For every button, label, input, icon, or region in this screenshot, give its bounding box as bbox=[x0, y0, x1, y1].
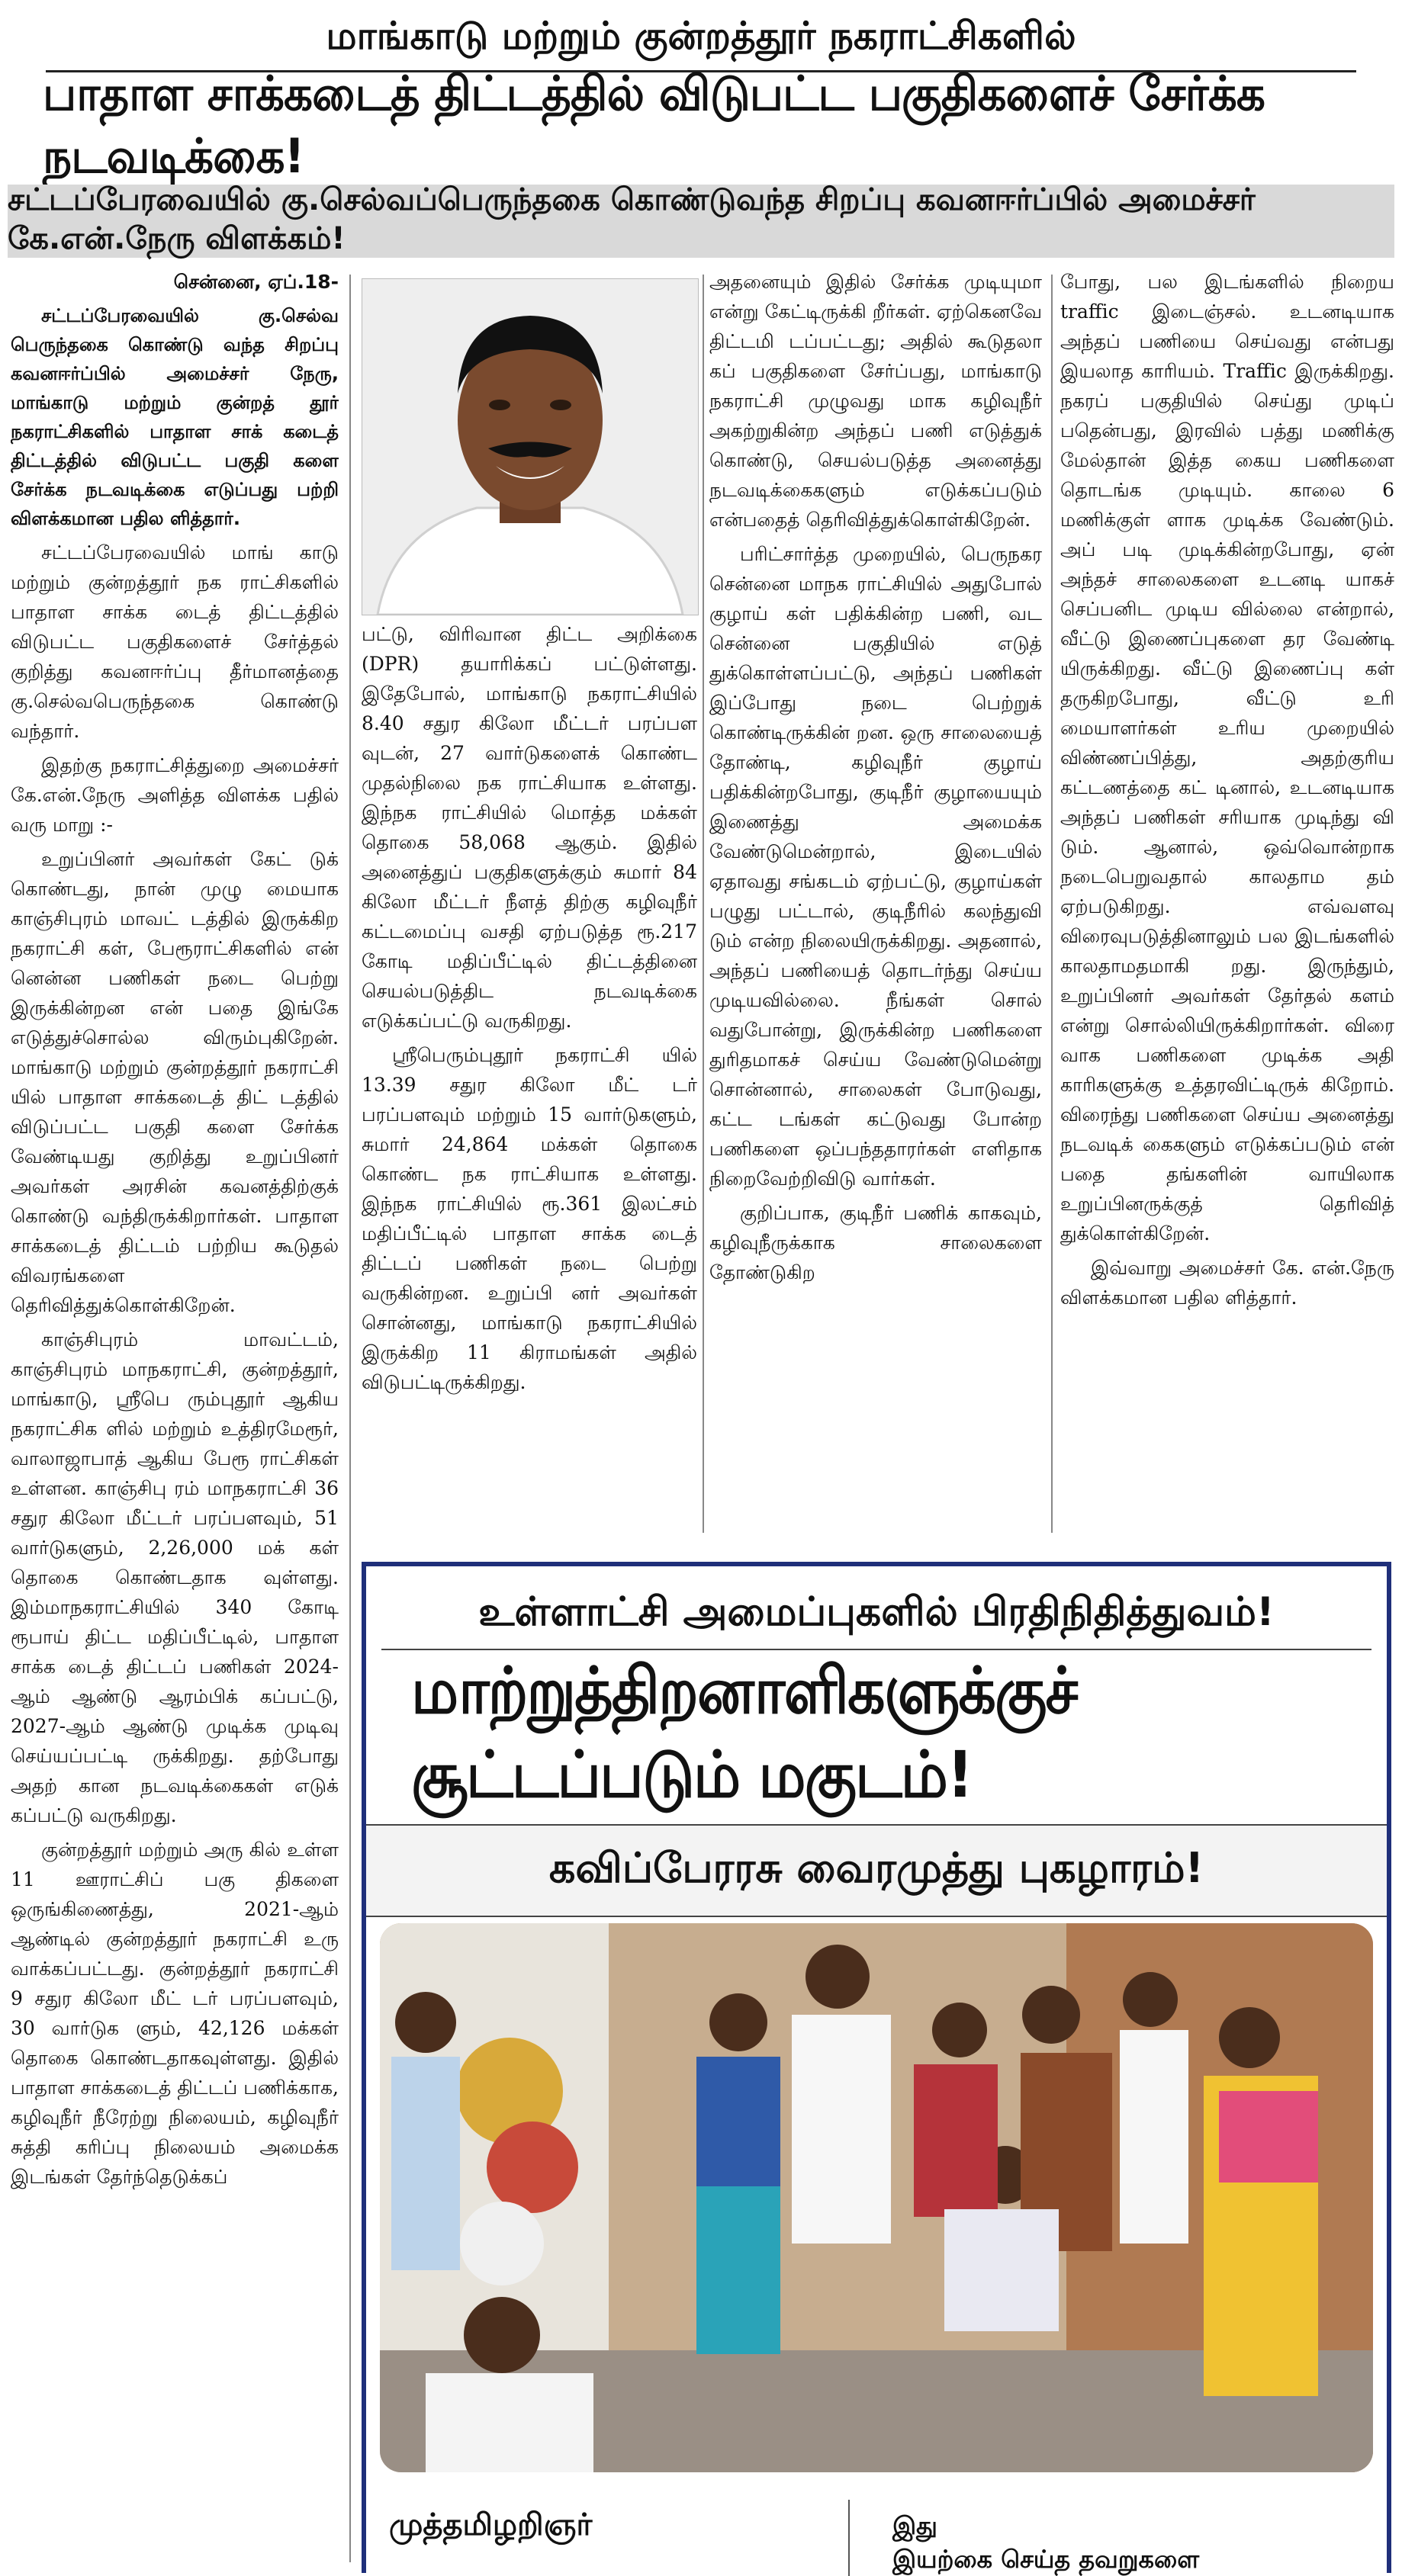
footer-right-text bbox=[892, 2509, 1199, 2576]
article-kicker: மாங்காடு மற்றும் குன்றத்தூர் நகராட்சிகளில் bbox=[46, 6, 1356, 72]
paragraph: இவ்வாறு அமைச்சர் கே. என்.நேரு விளக்கமான பதில ளித்தார். bbox=[1060, 1257, 1394, 1309]
feature-story-box bbox=[362, 1562, 1391, 2573]
dateline: சென்னை, ஏப்.18- bbox=[173, 271, 339, 293]
column-divider bbox=[703, 275, 704, 1533]
article-column-4 bbox=[1060, 267, 1394, 1534]
paragraph: சட்டப்பேரவையில் மாங் காடு மற்றும் குன்றத்தூர் நக ராட்சிகளில் பாதாள சாக்க டைத் திட்டத்தில் விடுபட்ட பகுதிகளைச் சேர்த்தல் குறித்து கவனஈர்ப்பு தீர்மானத்தை கு.செல்வபெருந்தகை கொண்டு வந்தார். bbox=[11, 541, 339, 742]
article-subhead: சட்டப்பேரவையில் கு.செல்வப்பெருந்தகை கொண்டுவந்த சிறப்பு கவனஈர்ப்பில் அமைச்சர் கே.என்.நேரு விளக்கம்! bbox=[8, 185, 1394, 258]
column-divider bbox=[349, 275, 351, 2562]
article-column-2 bbox=[362, 619, 697, 1534]
paragraph: குன்றத்தூர் மற்றும் அரு கில் உள்ள 11 ஊராட்சிப் பகு திகளை ஒருங்கிணைத்து, 2021-ஆம் ஆண்டில் குன்றத்தூர் நகராட்சி உரு வாக்கப்பட்டது. குன்றத்தூர் நகராட்சி 9 சதுர கிலோ மீட் டர் பரப்பளவும், 30 வார்டுக ளும், 42,126 மக்கள் தொகை கொண்டதாகவுள்ளது. இதில் பாதாள சாக்கடைத் திட்டப் பணிக்காக, கழிவுநீர் நீரேற்று நிலையம், கழிவுநீர் சுத்தி கரிப்பு நிலையம் அமைக்க இடங்கள் தேர்ந்தெடுக்கப் bbox=[11, 1839, 339, 2188]
paragraph: அதனையும் இதில் சேர்க்க முடியுமா என்று கேட்டிருக்கி றீர்கள். ஏற்கெனவே திட்டமி டப்பட்டது; அதில் கூடுதலா கப் பகுதிகளை சேர்ப்பது, மாங்காடு நகராட்சி முழுவது மாக கழிவுநீர் அகற்றுகின்ற அந்தப் பணி எடுத்துக் கொண்டு, செயல்படுத்த அனைத்து நடவடிக்கைகளும் எடுக்கப்படும் என்பதைத் தெரிவித்துக்கொள்கிறேன். bbox=[709, 271, 1042, 531]
feature-photo bbox=[380, 1923, 1373, 2472]
paragraph: இதற்கு நகராட்சித்துறை அமைச்சர் கே.என்.நேரு அளித்த விளக்க பதில் வரு மாறு :- bbox=[11, 754, 339, 836]
paragraph: குறிப்பாக, குடிநீர் பணிக் காகவும், கழிவுநீருக்காக சாலைகளை தோண்டுகிற bbox=[709, 1202, 1042, 1283]
group-photo-illustration bbox=[380, 1923, 1373, 2472]
footer-right-line-2: இயற்கை செய்த தவறுகளை bbox=[892, 2545, 1200, 2574]
paragraph: காஞ்சிபுரம் மாவட்டம், காஞ்சிபுரம் மாநகராட்சி, குன்றத்தூர், மாங்காடு, ஸ்ரீபெ ரும்புதூர் ஆகிய நகராட்சிக ளில் மற்றும் உத்திரமேரூர், வாலாஜாபாத் ஆகிய பேரூ ராட்சிகள் உள்ளன. காஞ்சிபு ரம் மாநகராட்சி 36 சதுர கிலோ மீட்டர் பரப்பளவும், 51 வார்டுகளும், 2,26,000 மக் கள் தொகை கொண்டதாக வுள்ளது. இம்மாநகராட்சியில் 340 கோடி ரூபாய் திட்ட மதிப்பீட்டில், பாதாள சாக்க டைத் திட்டப் பணிகள் 2024-ஆம் ஆண்டு ஆரம்பிக் கப்பட்டு, 2027-ஆம் ஆண்டு முடிக்க முடிவு செய்யப்பட்டி ருக்கிறது. தற்போது அதற் கான நடவடிக்கைகள் எடுக் கப்பட்டு வருகிறது. bbox=[11, 1328, 339, 1826]
article-column-1 bbox=[11, 267, 339, 2565]
paragraph: போது, பல இடங்களில் நிறைய traffic இடைஞ்சல். உடனடியாக அந்தப் பணியை செய்வது என்பது இயலாத காரியம். Traffic இருக்கிறது. நகரப் பகுதியில் செய்து முடிப் பதென்பது, இரவில் பத்து மணிக்கு மேல்தான் இத்த கைய பணிகளை தொடங்க முடியும். காலை 6 மணிக்குள் ளாக முடிக்க வேண்டும். அப் படி முடிக்கின்றபோது, ஏன் அந்தச் சாலைகளை உடனடி யாகச் செப்பனிட முடிய வில்லை என்றால், வீட்டு இணைப்புகளை தர வேண்டி யிருக்கிறது. வீட்டு இணைப்பு கள் தருகிறபோது, வீட்டு உரி மையாளர்கள் உரிய முறையில் விண்ணப்பித்து, அதற்குரிய கட்டணத்தை கட் டினால், உடனடியாக அந்தப் பணிகள் சரியாக முடிந்து வி டும். ஆனால், ஒவ்வொன்றாக நடைபெறுவதால் காலதாம தம் ஏற்படுகிறது. எவ்வளவு விரைவுபடுத்தினாலும் பல இடங்களில் காலதாமதமாகி றது. இருந்தும், உறுப்பினர் அவர்கள் தேர்தல் களம் என்று சொல்லியிருக்கிறார்கள். விரை வாக பணிகளை முடிக்க அதி காரிகளுக்கு உத்தரவிட்டிருக் கிறோம். விரைந்து பணிகளை செய்ய அனைத்து நடவடிக் கைகளும் எடுக்கப்படும் என் பதை தங்களின் வாயிலாக உறுப்பினருக்குத் தெரிவித் துக்கொள்கிறேன். bbox=[1060, 271, 1394, 1245]
paragraph: உறுப்பினர் அவர்கள் கேட் டுக் கொண்டது, நான் முழு மையாக காஞ்சிபுரம் மாவட் டத்தில் இருக்கிற நகராட்சி கள், பேரூராட்சிகளில் என் னென்ன பணிகள் நடை பெற்று இருக்கின்றன என் பதை இங்கே எடுத்துச்சொல்ல விரும்புகிறேன். மாங்காடு மற்றும் குன்றத்தூர் நகராட்சி யில் பாதாள சாக்கடைத் திட் டத்தில் விடுப்பட்ட பகுதி களை சேர்க்க வேண்டியது குறித்து உறுப்பினர் அவர்கள் அரசின் கவனத்திற்குக் கொண்டு வந்திருக்கிறார்கள். பாதாள சாக்கடைத் திட்டம் பற்றிய கூடுதல் விவரங்களை தெரிவித்துக்கொள்கிறேன். bbox=[11, 848, 339, 1316]
minister-photo bbox=[362, 278, 699, 615]
paragraph: பரிட்சார்த்த முறையில், பெருநகர சென்னை மாநக ராட்சியில் அதுபோல் குழாய் கள் பதிக்கின்ற பணி, வட சென்னை பகுதியில் எடுத் துக்கொள்ளப்பட்டு, அந்தப் பணிகள் இப்போது நடை பெற்றுக் கொண்டிருக்கின் றன. ஒரு சாலையைத் தோண்டி, கழிவுநீர் குழாய் பதிக்கின்றபோது, குடிநீர் குழாயையும் இணைத்து அமைக்க வேண்டுமென்றால், இடையில் ஏதாவது சங்கடம் ஏற்பட்டு, குழாய்கள் பழுது பட்டால், குடிநீரில் கலந்துவி டும் என்ற நிலையிருக்கிறது. அதனால், அந்தப் பணியைத் தொடர்ந்து செய்ய முடியவில்லை. நீங்கள் சொல் வதுபோன்று, இருக்கின்ற பணிகளை துரிதமாகச் செய்ய வேண்டுமென்று சொன்னால், சாலைகள் போடுவது, கட்ட டங்கள் கட்டுவது போன்ற பணிகளை ஒப்பந்ததாரர்கள் எளிதாக நிறைவேற்றிவிடு வார்கள். bbox=[709, 543, 1042, 1190]
paragraph: பட்டு, விரிவான திட்ட அறிக்கை (DPR) தயாரிக்கப் பட்டுள்ளது. இதேபோல், மாங்காடு நகராட்சியில் 8.40 சதுர கிலோ மீட்டர் பரப்பள வுடன், 27 வார்டுகளைக் கொண்ட முதல்நிலை நக ராட்சியாக உள்ளது. இந்நக ராட்சியில் மொத்த மக்கள் தொகை 58,068 ஆகும். இதில் அனைத்துப் பகுதிகளுக்கும் சுமார் 84 கிலோ மீட்டர் நீளத் திற்கு கழிவுநீர் கட்டமைப்பு வசதி ஏற்படுத்த ரூ.217 கோடி மதிப்பீட்டில் திட்டத்தினை செயல்படுத்திட நடவடிக்கை எடுக்கப்பட்டு வருகிறது. bbox=[362, 623, 697, 1032]
feature-kicker: உள்ளாட்சி அமைப்புகளில் பிரதிநிதித்துவம்! bbox=[381, 1580, 1371, 1650]
footer-right-line-1: இது bbox=[892, 2511, 937, 2540]
footer-left-text: முத்தமிழறிஞர் bbox=[389, 2507, 593, 2542]
feature-headline: மாற்றுத்திறனாளிகளுக்குச் சூட்டப்படும் மகுடம்! bbox=[411, 1653, 1077, 1812]
article-column-3 bbox=[709, 267, 1042, 1534]
footer-divider bbox=[848, 2500, 850, 2576]
portrait-illustration bbox=[362, 279, 698, 615]
paragraph: ஸ்ரீபெரும்புதூர் நகராட்சி யில் 13.39 சதுர கிலோ மீட் டர் பரப்பளவும் மற்றும் 15 வார்டுகளும், சுமார் 24,864 மக்கள் தொகை கொண்ட நக ராட்சியாக உள்ளது. இந்நக ராட்சியில் ரூ.361 இலட்சம் மதிப்பீட்டில் பாதாள சாக்க டைத் திட்டப் பணிகள் நடை பெற்று வருகின்றன. உறுப்பி னர் அவர்கள் சொன்னது, மாங்காடு நகராட்சியில் இருக்கிற 11 கிராமங்கள் அதில் விடுபட்டிருக்கிறது. bbox=[362, 1044, 697, 1393]
article-headline: பாதாள சாக்கடைத் திட்டத்தில் விடுபட்ட பகுதிகளைச் சேர்க்க நடவடிக்கை! bbox=[42, 66, 1265, 184]
article-lead: சட்டப்பேரவையில் கு.செல்வ பெருந்தகை கொண்டு வந்த சிறப்பு கவனஈர்ப்பில் அமைச்சர் நேரு, மாங்காடு மற்றும் குன்றத் தூர் நகராட்சிகளில் பாதாள சாக் கடைத் திட்டத்தில் விடுபட்ட பகுதி களை சேர்க்க நடவடிக்கை எடுப்பது பற்றி விளக்கமான பதில ளித்தார். bbox=[11, 305, 339, 529]
feature-subhead: கவிப்பேரரசு வைரமுத்து புகழாரம்! bbox=[366, 1824, 1387, 1917]
column-divider bbox=[1051, 275, 1053, 1533]
